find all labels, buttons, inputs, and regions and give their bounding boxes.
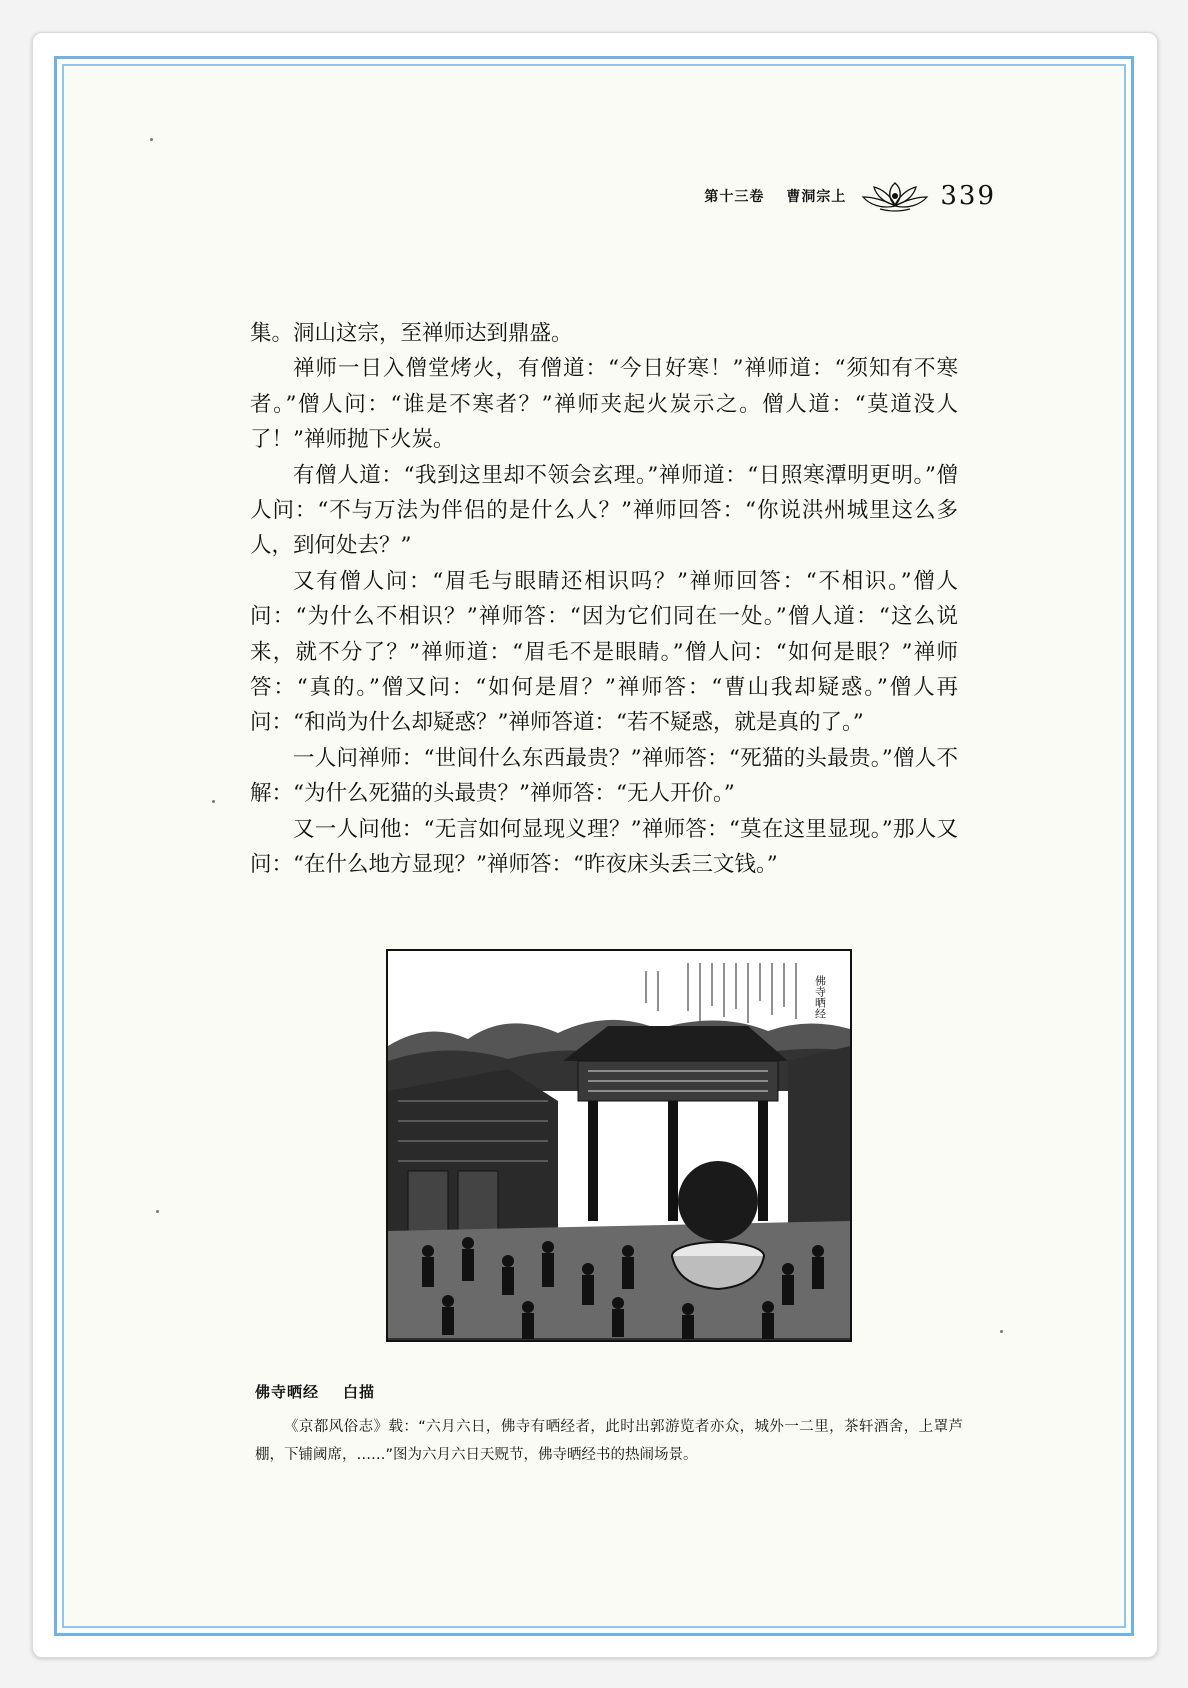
body-text bbox=[250, 316, 958, 883]
paper-speck bbox=[150, 138, 153, 141]
caption-title-main: 佛寺晒经 bbox=[255, 1383, 320, 1401]
paragraph-6: 又一人问他：“无言如何显现义理？”禅师答：“莫在这里显现。”那人又问：“在什么地方显现？”禅师答：“昨夜床头丢三文钱。” bbox=[250, 816, 958, 878]
paragraph-4: 又有僧人问：“眉毛与眼睛还相识吗？”禅师回答：“不相识。”僧人问：“为什么不相识？”禅师答：“因为它们同在一处。”僧人道：“这么说来，就不分了？”禅师道：“眉毛不是眼睛。”僧人问：“如何是眼？”禅师答：“真的。”僧又问：“如何是眉？”禅师答：“曹山我却疑惑。”僧人再问：“和尚为什么却疑惑？”禅师答道：“若不疑惑，就是真的了。” bbox=[250, 568, 958, 736]
temple-scene-image bbox=[388, 951, 850, 1340]
paragraph-1: 集。洞山这宗，至禅师达到鼎盛。 bbox=[250, 321, 573, 346]
paragraph-5: 一人问禅师：“世间什么东西最贵？”禅师答：“死猫的头最贵。”僧人不解：“为什么死猫的头最贵？”禅师答：“无人开价。” bbox=[250, 745, 958, 807]
lotus-ornament-icon bbox=[860, 179, 930, 213]
paper-speck bbox=[1000, 1330, 1003, 1333]
caption-subtitle: 白描 bbox=[343, 1383, 376, 1401]
paper-speck bbox=[156, 1210, 159, 1213]
page-number: 339 bbox=[940, 181, 996, 211]
paper-speck bbox=[212, 800, 215, 803]
paragraph-2: 禅师一日入僧堂烤火，有僧道：“今日好寒！”禅师道：“须知有不寒者。”僧人问：“谁是不寒者？”禅师夹起火炭示之。僧人道：“莫道没人了！”禅师抛下火炭。 bbox=[250, 356, 958, 453]
illustration-inscription: 佛寺晒经 bbox=[813, 975, 827, 1019]
running-header bbox=[704, 176, 996, 216]
temple-illustration bbox=[386, 949, 852, 1342]
caption-text: 《京都风俗志》载：“六月六日，佛寺有晒经者，此时出郭游览者亦众，城外一二里，茶轩酒舍，上罩芦棚，下铺阈席，……”图为六月六日天贶节，佛寺晒经书的热闹场景。 bbox=[255, 1419, 963, 1463]
caption-title bbox=[255, 1381, 375, 1402]
header-chapter: 曹洞宗上 bbox=[786, 189, 847, 205]
paragraph-3: 有僧人道：“我到这里却不领会玄理。”禅师道：“日照寒潭明更明。”僧人问：“不与万法为伴侣的是什么人？”禅师回答：“你说洪州城里这么多人，到何处去？” bbox=[250, 462, 958, 559]
header-volume: 第十三卷 bbox=[704, 189, 765, 205]
